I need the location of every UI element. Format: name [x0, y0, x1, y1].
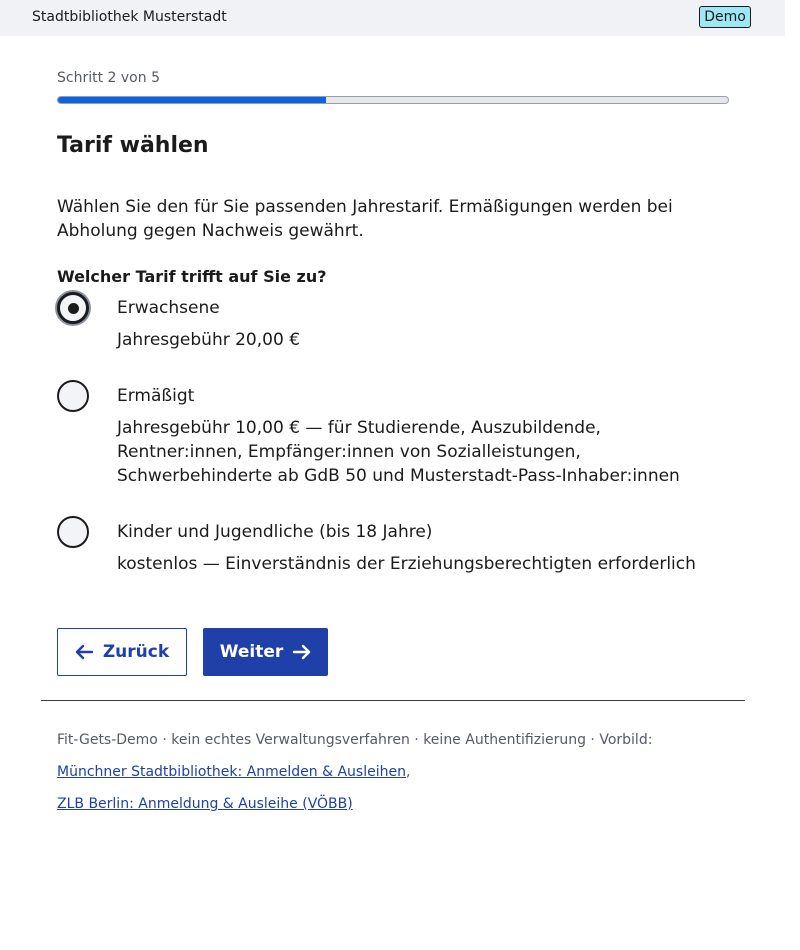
- option-ermaessigt[interactable]: [57, 380, 717, 490]
- arrow-right-icon: [293, 644, 311, 660]
- option-description: Jahresgebühr 10,00 € — für Studierende, Auszubildende, Rentner:innen, Empfänger:innen von Sozialleistungen, Schwerbehinderte ab GdB 50 und Musterstadt-Pass-Inhaber:innen: [117, 418, 680, 486]
- footer-divider: [41, 700, 745, 701]
- footer-text: Fit-Gets-Demo · kein echtes Verwaltungsverfahren · keine Authentifizierung · Vorbild:: [57, 732, 653, 748]
- footer-link-zlb[interactable]: ZLB Berlin: Anmeldung & Ausleihe (VÖBB): [57, 796, 353, 812]
- back-button-label: Zurück: [102, 642, 170, 662]
- option-erwachsene[interactable]: [57, 292, 717, 352]
- progress-bar: [57, 96, 729, 104]
- arrow-left-icon: [75, 644, 93, 660]
- question-legend: Welcher Tarif trifft auf Sie zu?: [57, 267, 327, 286]
- site-brand: Stadtbibliothek Musterstadt: [32, 9, 227, 25]
- demo-badge: Demo: [699, 6, 751, 28]
- option-kinder[interactable]: [57, 516, 717, 578]
- radio-erwachsene[interactable]: [57, 292, 89, 324]
- radio-ermaessigt[interactable]: [57, 380, 89, 412]
- radio-kinder[interactable]: [57, 516, 89, 548]
- page-title: Tarif wählen: [57, 133, 209, 158]
- back-button[interactable]: [57, 628, 187, 676]
- option-description: kostenlos — Einverständnis der Erziehungsberechtigten erforderlich: [117, 554, 696, 574]
- option-title: Kinder und Jugendliche (bis 18 Jahre): [117, 522, 433, 542]
- progress-fill: [58, 97, 326, 103]
- next-button-label: Weiter: [219, 642, 284, 662]
- footer-separator: ,: [405, 764, 411, 780]
- step-indicator: Schritt 2 von 5: [57, 70, 160, 86]
- option-title: Erwachsene: [117, 298, 220, 318]
- next-button[interactable]: [203, 628, 328, 676]
- option-description: Jahresgebühr 20,00 €: [117, 330, 301, 350]
- top-bar: [0, 0, 785, 36]
- option-title: Ermäßigt: [117, 386, 195, 406]
- footer-link-muenchen[interactable]: Münchner Stadtbibliothek: Anmelden & Ausleihen: [57, 764, 406, 780]
- footer: [57, 724, 757, 820]
- intro-text: Wählen Sie den für Sie passenden Jahrestarif. Ermäßigungen werden bei Abholung gegen Nachweis gewährt.: [57, 197, 673, 241]
